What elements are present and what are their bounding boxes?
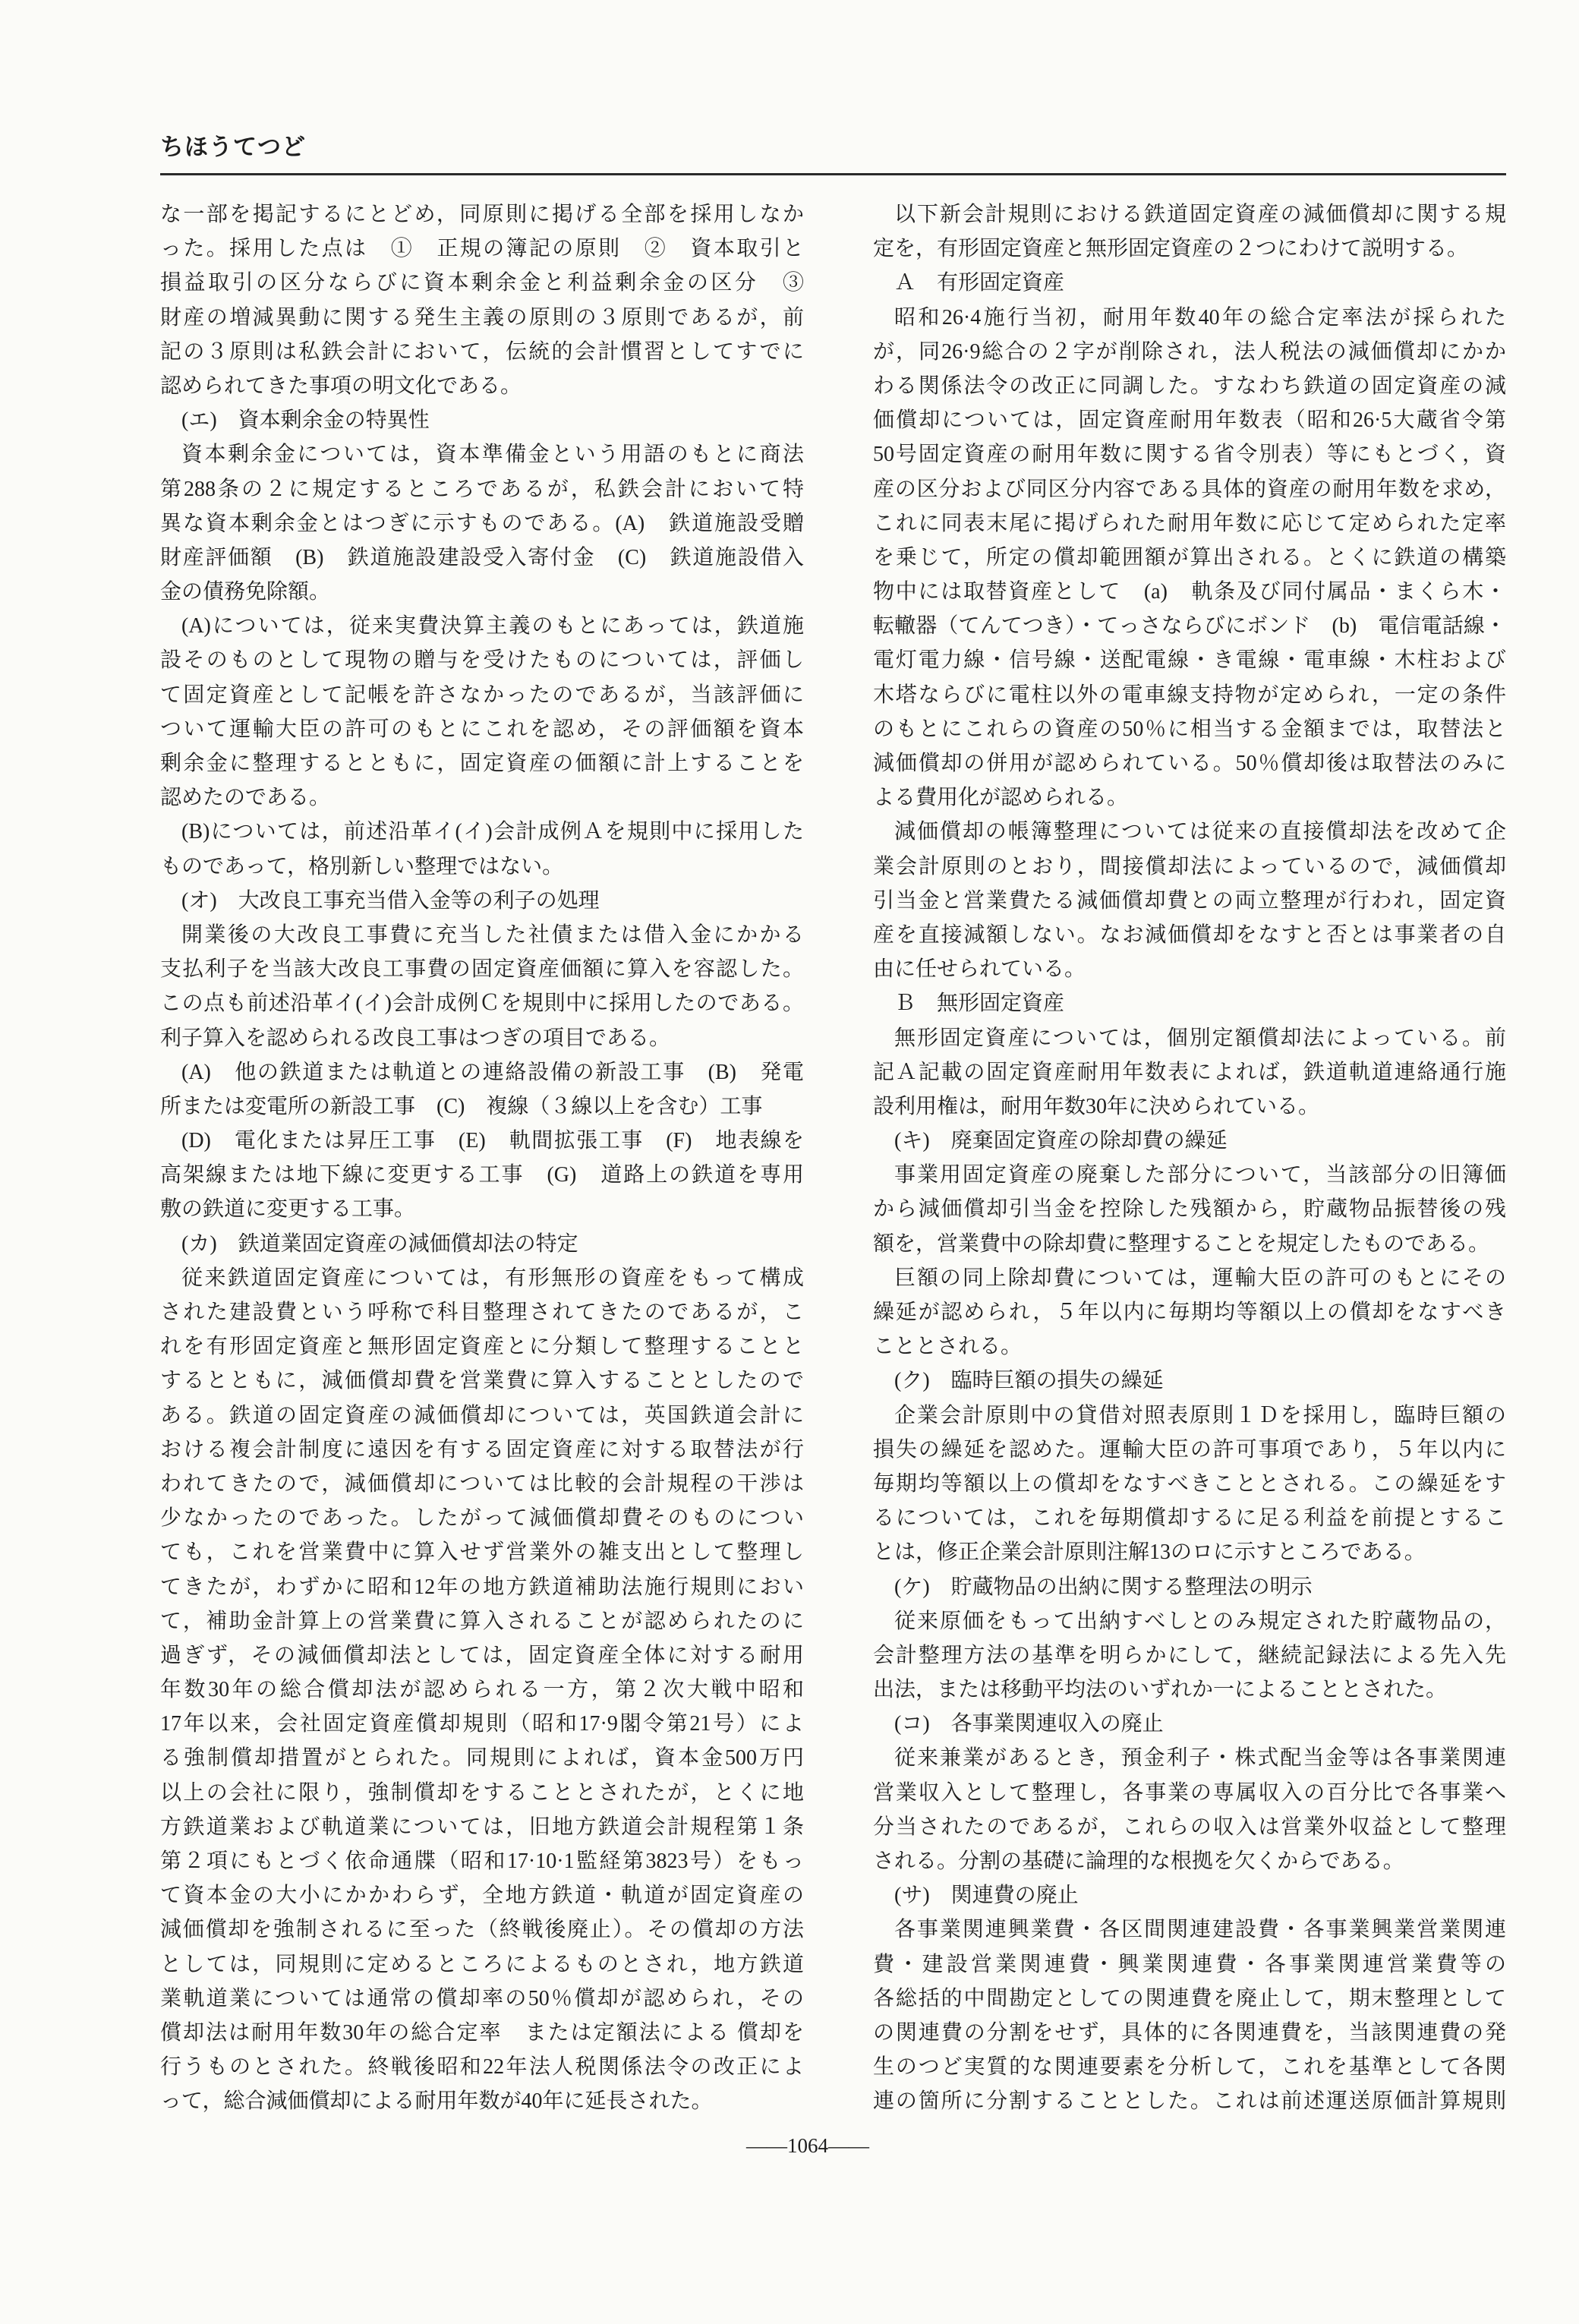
- paragraph: [160, 437, 804, 609]
- right-column: [873, 197, 1506, 2119]
- text-line: 転轍器（てんてつき）・てっさならびにボンド (b) 電信電話線・: [873, 614, 1506, 639]
- text-line: 設利用権は，耐用年数30年に決められている。: [873, 1094, 1320, 1118]
- text-line: 資本剰余金については，資本準備金という用語のもとに商法: [181, 443, 804, 467]
- text-line: とは，修正企業会計原則注解13のロに示すところである。: [873, 1540, 1426, 1565]
- text-line: 高架線または地下線に変更する工事 (G) 道路上の鉄道を専用: [160, 1163, 804, 1187]
- text-line: 産を直接減額しない。なお減価償却をなすと否とは事業者の自: [873, 922, 1506, 947]
- heading-text: (サ) 関連費の廃止: [894, 1884, 1079, 1908]
- text-line: 物中には取替資産として (a) 軌条及び同付属品・まくら木・: [873, 580, 1506, 604]
- text-line: 年数30年の総合償却法が認められる一方，第２次大戦中昭和: [160, 1678, 804, 1702]
- text-line: ある。鉄道の固定資産の減価償却については，英国鉄道会計に: [160, 1403, 804, 1427]
- text-line: 財産の増減異動に関する発生主義の原則の３原則であるが，前: [160, 305, 804, 330]
- text-line: 償却法は耐用年数30年の総合定率 または定額法による 償却を: [160, 2020, 804, 2045]
- text-line: わる関係法令の改正に同調した。すなわち鉄道の固定資産の減: [873, 374, 1506, 398]
- paragraph: [873, 1021, 1506, 1124]
- text-line: 損益取引の区分ならびに資本剰余金と利益剰余金の区分 ③: [160, 271, 804, 295]
- text-line: 分当されたのであるが，これらの収入は営業外収益として整理: [873, 1815, 1506, 1839]
- paragraph: [873, 1604, 1506, 1708]
- text-line: 連の箇所に分割することとした。これは前述運送原価計算規則: [873, 2089, 1506, 2114]
- text-line: 生のつど実質的な関連要素を分析して，これを基準として各関: [873, 2055, 1506, 2080]
- text-line: て，補助金計算上の営業費に算入されることが認められたのに: [160, 1609, 804, 1633]
- text-line: 金の債務免除額。: [160, 580, 331, 604]
- heading-text: (ケ) 貯蔵物品の出納に関する整理法の明示: [894, 1575, 1313, 1599]
- left-column: [160, 197, 804, 2119]
- text-line: な一部を掲記するにとどめ，同原則に掲げる全部を採用しなか: [160, 203, 804, 226]
- text-line: (D) 電化または昇圧工事 (E) 軌間拡張工事 (F) 地表線を: [181, 1129, 804, 1153]
- section-heading: [873, 266, 1506, 300]
- text-line: 従来鉄道固定資産については，有形無形の資産をもって構成: [181, 1266, 804, 1290]
- heading-text: (エ) 資本剰余金の特異性: [181, 408, 430, 433]
- text-line: よる費用化が認められる。: [873, 786, 1129, 810]
- text-line: としては，同規則に定めるところによるものとされ，地方鉄道: [160, 1952, 804, 1976]
- text-line: 減価償却の併用が認められている。50％償却後は取替法のみに: [873, 752, 1506, 775]
- text-line: 17年以来，会社固定資産償却規則（昭和17·9閣令第21号）によ: [160, 1712, 804, 1736]
- text-line: される。分割の基礎に論理的な根拠を欠くからである。: [873, 1849, 1404, 1873]
- paragraph: [873, 1398, 1506, 1570]
- header-rule: [160, 173, 1506, 175]
- text-line: 電灯電力線・信号線・送配電線・き電線・電車線・木柱および: [873, 648, 1506, 673]
- text-line: れを有形固定資産と無形固定資産とに分類して整理することと: [160, 1335, 804, 1359]
- section-heading: [873, 1707, 1506, 1741]
- text-line: 設そのものとして現物の贈与を受けたものについては，評価し: [160, 648, 804, 673]
- paragraph: [160, 1055, 804, 1124]
- text-line: から減価償却引当金を控除した残額から，貯蔵物品振替後の残: [873, 1197, 1506, 1222]
- section-heading: [160, 403, 804, 437]
- text-line: 利子算入を認められる改良工事はつぎの項目である。: [160, 1026, 671, 1050]
- paragraph: [160, 815, 804, 883]
- paragraph: [873, 197, 1506, 266]
- text-line: 営業収入として整理し，各事業の専属収入の百分比で各事業へ: [873, 1780, 1506, 1805]
- text-line: 引当金と営業費たる減価償却費との両立整理が行われ，固定資: [873, 888, 1506, 913]
- text-line: ついて運輸大臣の許可のもとにこれを認め，その評価額を資本: [160, 717, 804, 741]
- text-line: 従来原価をもって出納すべしとのみ規定された貯蔵物品の，: [894, 1609, 1506, 1633]
- text-line: この点も前述沿革イ(イ)会計成例Ｃを規則中に採用したのである。: [160, 992, 804, 1016]
- text-line: のもとにこれらの資産の50％に相当する金額までは，取替法と: [873, 717, 1506, 741]
- text-line: 過ぎず，その減価償却法としては，固定資産全体に対する耐用: [160, 1643, 804, 1667]
- text-line: 従来兼業があるとき，預金利子・株式配当金等は各事業関連: [894, 1746, 1506, 1771]
- text-line: る強制償却措置がとられた。同規則によれば，資本金500万円: [160, 1746, 804, 1771]
- text-line: おける複会計制度に遠因を有する固定資産に対する取替法が行: [160, 1437, 804, 1462]
- running-title: ちほうてつど: [160, 134, 306, 160]
- section-heading: [873, 1364, 1506, 1398]
- section-heading: [160, 1227, 804, 1261]
- paragraph: [160, 197, 804, 403]
- text-line: ても，これを営業費中に算入せず営業外の雑支出として整理し: [160, 1540, 804, 1565]
- text-line: 記の３原則は私鉄会計において，伝統的会計慣習としてすでに: [160, 339, 804, 364]
- text-line: ものであって，格別新しい整理ではない。: [160, 854, 564, 878]
- text-line: 木塔ならびに電柱以外の電車線支持物が定められ，一定の条件: [873, 683, 1506, 707]
- text-line: 財産評価額 (B) 鉄道施設建設受入寄付金 (C) 鉄道施設借入: [160, 545, 804, 569]
- text-line: 繰延が認められ，５年以内に毎期均等額以上の償却をなすべき: [873, 1301, 1506, 1324]
- text-line: 出法，または移動平均法のいずれか一によることとされた。: [873, 1678, 1448, 1702]
- text-line: 所または変電所の新設工事 (C) 複線（３線以上を含む）工事: [160, 1094, 763, 1118]
- text-line: 認めたのである。: [160, 786, 331, 810]
- text-line: 以下新会計規則における鉄道固定資産の減価償却に関する規: [894, 203, 1506, 226]
- text-line: 無形固定資産については，個別定額償却法によっている。前: [894, 1026, 1506, 1050]
- paragraph: [160, 918, 804, 1055]
- paragraph: [160, 1261, 804, 2119]
- text-line: 減価償却を強制されるに至った（終戦後廃止）。その償却の方法: [160, 1918, 804, 1942]
- text-line: 第２項にもとづく依命通牒（昭和17·10·1監経第3823号）をもっ: [160, 1849, 804, 1873]
- heading-text: Ａ 有形固定資産: [894, 271, 1065, 295]
- text-line: の関連費の分割をせず，具体的に各関連費を，当該関連費の発: [873, 2020, 1506, 2045]
- text-line: が，同26·9総合の２字が削除され，法人税法の減価償却にかか: [873, 339, 1506, 364]
- text-line: を乗じて，所定の償却範囲額が算出される。とくに鉄道の構築: [873, 545, 1506, 569]
- paragraph: [873, 1912, 1506, 2118]
- page-number: ——1064——: [746, 2134, 869, 2157]
- paragraph: [160, 1124, 804, 1227]
- section-heading: [873, 986, 1506, 1020]
- text-line: 第288条の２に規定するところであるが，私鉄会計において特: [160, 477, 804, 501]
- text-line: 巨額の同上除却費については，運輸大臣の許可のもとにその: [894, 1266, 1506, 1290]
- paragraph: [873, 815, 1506, 986]
- text-line: 開業後の大改良工事費に充当した社債または借入金にかかる: [181, 922, 804, 947]
- text-line: 支払利子を当該大改良工事費の固定資産価額に算入を容認した。: [160, 957, 804, 982]
- text-line: された建設費という呼称で科目整理されてきたのであるが，こ: [160, 1301, 804, 1324]
- text-line: 業軌道業については通常の償却率の50％償却が認められ，その: [160, 1986, 804, 2010]
- text-line: って，総合減価償却による耐用年数が40年に延長された。: [160, 2089, 713, 2114]
- text-line: (B)については，前述沿革イ(イ)会計成例Ａを規則中に採用した: [181, 820, 804, 844]
- heading-text: (オ) 大改良工事充当借入金等の利子の処理: [181, 888, 600, 913]
- text-line: 企業会計原則中の貸借対照表原則１Ｄを採用し，臨時巨額の: [894, 1403, 1506, 1427]
- text-line: 認められてきた事項の明文化である。: [160, 374, 522, 398]
- text-line: 額を，営業費中の除却費に整理することを規定したものである。: [873, 1231, 1490, 1256]
- paragraph: [160, 609, 804, 815]
- text-line: 毎期均等額以上の償却をなすべきこととされる。この繰延をす: [873, 1471, 1506, 1496]
- text-line: った。採用した点は ① 正規の簿記の原則 ② 資本取引と: [160, 237, 804, 261]
- heading-text: (ク) 臨時巨額の損失の繰延: [894, 1369, 1164, 1393]
- text-line: 剰余金に整理するとともに，固定資産の価額に計上することを: [160, 752, 804, 775]
- text-line: (A)については，従来実費決算主義のもとにあっては，鉄道施: [181, 614, 804, 639]
- text-line: 定を，有形固定資産と無形固定資産の２つにわけて説明する。: [873, 237, 1469, 261]
- text-line: これに同表末尾に掲げられた耐用年数に応じて定められた定率: [873, 511, 1506, 535]
- text-line: 行うものとされた。終戦後昭和22年法人税関係法令の改正によ: [160, 2055, 804, 2080]
- heading-text: (コ) 各事業関連収入の廃止: [894, 1712, 1164, 1736]
- paragraph: [873, 1158, 1506, 1261]
- heading-text: Ｂ 無形固定資産: [894, 992, 1065, 1016]
- text-line: 減価償却の帳簿整理については従来の直接償却法を改めて企: [894, 820, 1506, 844]
- paragraph: [873, 301, 1506, 815]
- text-line: 50号固定資産の耐用年数に関する省令別表）等にもとづく，資: [873, 443, 1506, 467]
- section-heading: [873, 1878, 1506, 1912]
- heading-text: (キ) 廃棄固定資産の除却費の繰延: [894, 1129, 1228, 1153]
- text-line: (A) 他の鉄道または軌道との連絡設備の新設工事 (B) 発電: [181, 1060, 804, 1084]
- text-line: 以上の会社に限り，強制償却をすることとされたが，とくに地: [160, 1780, 804, 1805]
- text-line: われてきたので，減価償却については比較的会計規程の干渉は: [160, 1471, 804, 1496]
- heading-text: (カ) 鉄道業固定資産の減価償却法の特定: [181, 1231, 578, 1256]
- text-line: て資本金の大小にかかわらず，全地方鉄道・軌道が固定資産の: [160, 1884, 804, 1908]
- section-heading: [873, 1124, 1506, 1158]
- text-line: 昭和26·4施行当初，耐用年数40年の総合定率法が採られた: [894, 305, 1506, 330]
- text-line: 異な資本剰余金とはつぎに示すものである。(A) 鉄道施設受贈: [160, 511, 804, 535]
- text-line: てきたが，わずかに昭和12年の地方鉄道補助法施行規則におい: [160, 1575, 804, 1599]
- text-line: 由に任せられている。: [873, 957, 1086, 982]
- text-line: 敷の鉄道に変更する工事。: [160, 1197, 416, 1222]
- text-line: 事業用固定資産の廃棄した部分について，当該部分の旧簿価: [894, 1163, 1506, 1187]
- text-line: 産の区分および同区分内容である具体的資産の耐用年数を求め，: [873, 477, 1506, 501]
- text-line: 方鉄道業および軌道業については，旧地方鉄道会計規程第１条: [160, 1815, 804, 1839]
- text-line: 業会計原則のとおり，間接償却法によっているので，減価償却: [873, 854, 1506, 878]
- text-line: 各事業関連興業費・各区間関連建設費・各事業興業営業関連: [894, 1918, 1506, 1942]
- text-line: 価償却については，固定資産耐用年数表（昭和26·5大蔵省令第: [873, 408, 1506, 433]
- text-line: 記Ａ記載の固定資産耐用年数表によれば，鉄道軌道連絡通行施: [873, 1060, 1506, 1084]
- text-line: 費・建設営業関連費・興業関連費・各事業関連営業費等の: [873, 1952, 1506, 1976]
- section-heading: [873, 1570, 1506, 1604]
- text-line: るについては，これを毎期償却するに足る利益を前提とするこ: [873, 1506, 1506, 1531]
- text-line: て固定資産として記帳を許さなかったのであるが，当該評価に: [160, 683, 804, 707]
- paragraph: [873, 1741, 1506, 1878]
- text-line: 各総括的中間勘定としての関連費を廃止して，期末整理として: [873, 1986, 1506, 2010]
- text-line: 少なかったのであった。したがって減価償却費そのものについ: [160, 1506, 804, 1531]
- text-line: 会計整理方法の基準を明らかにして，継続記録法による先入先: [873, 1643, 1506, 1667]
- text-line: するとともに，減価償却費を営業費に算入することとしたので: [160, 1369, 804, 1393]
- text-line: 損失の繰延を認めた。運輸大臣の許可事項であり，５年以内に: [873, 1437, 1506, 1462]
- text-line: こととされる。: [873, 1335, 1023, 1359]
- paragraph: [873, 1261, 1506, 1364]
- section-heading: [160, 884, 804, 918]
